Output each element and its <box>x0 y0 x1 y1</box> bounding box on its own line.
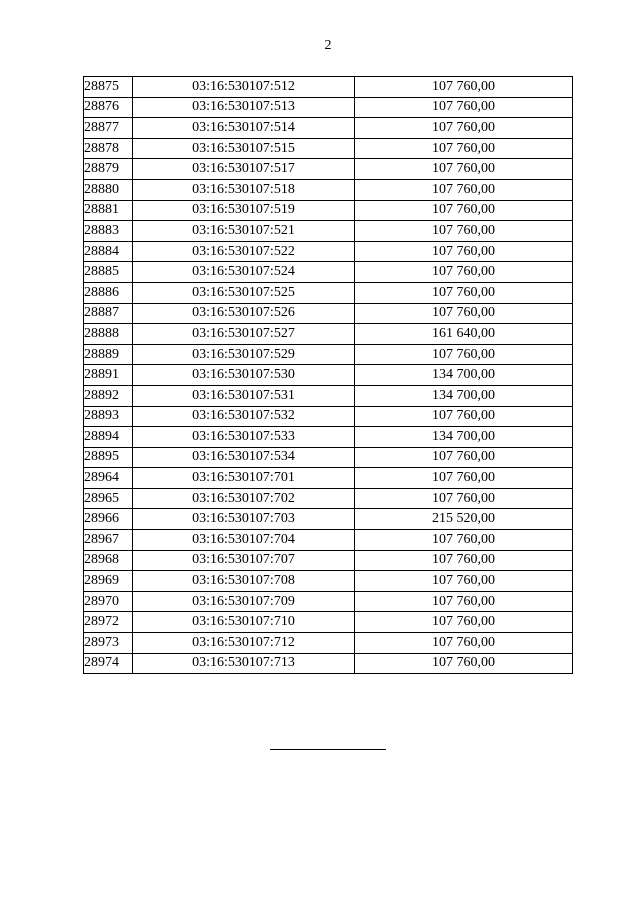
cadastral-value-cell: 107 760,00 <box>355 200 573 221</box>
cadastral-value-cell: 107 760,00 <box>355 591 573 612</box>
table-row <box>84 138 573 159</box>
cadastral-number-cell: 03:16:530107:522 <box>133 241 355 262</box>
cadastral-number-cell: 03:16:530107:530 <box>133 365 355 386</box>
row-number-cell: 28881 <box>84 200 133 221</box>
table-row <box>84 221 573 242</box>
cadastral-value-cell: 107 760,00 <box>355 179 573 200</box>
cadastral-value-cell: 134 700,00 <box>355 365 573 386</box>
cadastral-number-cell: 03:16:530107:515 <box>133 138 355 159</box>
table-row <box>84 571 573 592</box>
cadastral-number-cell: 03:16:530107:531 <box>133 385 355 406</box>
cadastral-value-cell: 107 760,00 <box>355 488 573 509</box>
row-number-cell: 28968 <box>84 550 133 571</box>
cadastral-value-cell: 107 760,00 <box>355 159 573 180</box>
table-row <box>84 344 573 365</box>
row-number-cell: 28970 <box>84 591 133 612</box>
row-number-cell: 28886 <box>84 282 133 303</box>
cadastral-value-cell: 107 760,00 <box>355 406 573 427</box>
end-of-document-line <box>270 749 386 750</box>
cadastral-number-cell: 03:16:530107:529 <box>133 344 355 365</box>
table-row <box>84 200 573 221</box>
row-number-cell: 28876 <box>84 97 133 118</box>
table-row <box>84 365 573 386</box>
row-number-cell: 28875 <box>84 77 133 98</box>
cadastral-value-cell: 107 760,00 <box>355 241 573 262</box>
cadastral-number-cell: 03:16:530107:527 <box>133 324 355 345</box>
cadastral-value-cell: 107 760,00 <box>355 468 573 489</box>
table-row <box>84 159 573 180</box>
cadastral-number-cell: 03:16:530107:526 <box>133 303 355 324</box>
cadastral-value-cell: 107 760,00 <box>355 612 573 633</box>
table-row <box>84 303 573 324</box>
cadastral-value-cell: 107 760,00 <box>355 550 573 571</box>
table-row <box>84 591 573 612</box>
cadastral-number-cell: 03:16:530107:701 <box>133 468 355 489</box>
cadastral-value-cell: 134 700,00 <box>355 385 573 406</box>
cadastral-number-cell: 03:16:530107:704 <box>133 530 355 551</box>
table-row <box>84 179 573 200</box>
row-number-cell: 28888 <box>84 324 133 345</box>
cadastral-number-cell: 03:16:530107:712 <box>133 633 355 654</box>
cadastral-value-cell: 161 640,00 <box>355 324 573 345</box>
cadastral-value-cell: 107 760,00 <box>355 221 573 242</box>
cadastral-value-cell: 107 760,00 <box>355 530 573 551</box>
cadastral-number-cell: 03:16:530107:525 <box>133 282 355 303</box>
cadastral-value-cell: 134 700,00 <box>355 427 573 448</box>
row-number-cell: 28895 <box>84 447 133 468</box>
cadastral-number-cell: 03:16:530107:521 <box>133 221 355 242</box>
table-row <box>84 406 573 427</box>
cadastral-value-cell: 215 520,00 <box>355 509 573 530</box>
table-row <box>84 427 573 448</box>
cadastral-number-cell: 03:16:530107:703 <box>133 509 355 530</box>
cadastral-number-cell: 03:16:530107:707 <box>133 550 355 571</box>
cadastral-number-cell: 03:16:530107:512 <box>133 77 355 98</box>
cadastral-number-cell: 03:16:530107:513 <box>133 97 355 118</box>
table-row <box>84 468 573 489</box>
cadastral-value-cell: 107 760,00 <box>355 118 573 139</box>
cadastral-number-cell: 03:16:530107:534 <box>133 447 355 468</box>
row-number-cell: 28973 <box>84 633 133 654</box>
table-row <box>84 612 573 633</box>
row-number-cell: 28892 <box>84 385 133 406</box>
cadastral-number-cell: 03:16:530107:517 <box>133 159 355 180</box>
cadastral-value-cell: 107 760,00 <box>355 633 573 654</box>
cadastral-value-cell: 107 760,00 <box>355 303 573 324</box>
table-row <box>84 488 573 509</box>
cadastral-value-cell: 107 760,00 <box>355 97 573 118</box>
table-row <box>84 97 573 118</box>
table-row <box>84 530 573 551</box>
row-number-cell: 28966 <box>84 509 133 530</box>
cadastral-number-cell: 03:16:530107:702 <box>133 488 355 509</box>
cadastral-value-cell: 107 760,00 <box>355 282 573 303</box>
table-row <box>84 447 573 468</box>
page-number: 2 <box>324 38 332 53</box>
row-number-cell: 28974 <box>84 653 133 674</box>
row-number-cell: 28893 <box>84 406 133 427</box>
cadastral-number-cell: 03:16:530107:709 <box>133 591 355 612</box>
cadastral-value-cell: 107 760,00 <box>355 262 573 283</box>
table-row <box>84 324 573 345</box>
row-number-cell: 28878 <box>84 138 133 159</box>
cadastral-value-cell: 107 760,00 <box>355 653 573 674</box>
row-number-cell: 28883 <box>84 221 133 242</box>
row-number-cell: 28884 <box>84 241 133 262</box>
cadastral-number-cell: 03:16:530107:524 <box>133 262 355 283</box>
row-number-cell: 28894 <box>84 427 133 448</box>
cadastral-value-table <box>83 76 573 674</box>
row-number-cell: 28889 <box>84 344 133 365</box>
cadastral-value-cell: 107 760,00 <box>355 138 573 159</box>
table-row <box>84 241 573 262</box>
cadastral-number-cell: 03:16:530107:519 <box>133 200 355 221</box>
cadastral-number-cell: 03:16:530107:708 <box>133 571 355 592</box>
table-row <box>84 118 573 139</box>
table-row <box>84 633 573 654</box>
cadastral-value-cell: 107 760,00 <box>355 571 573 592</box>
cadastral-number-cell: 03:16:530107:532 <box>133 406 355 427</box>
cadastral-number-cell: 03:16:530107:533 <box>133 427 355 448</box>
row-number-cell: 28879 <box>84 159 133 180</box>
row-number-cell: 28964 <box>84 468 133 489</box>
cadastral-value-cell: 107 760,00 <box>355 447 573 468</box>
table-row <box>84 385 573 406</box>
cadastral-value-cell: 107 760,00 <box>355 77 573 98</box>
table-row <box>84 77 573 98</box>
row-number-cell: 28891 <box>84 365 133 386</box>
row-number-cell: 28885 <box>84 262 133 283</box>
row-number-cell: 28967 <box>84 530 133 551</box>
row-number-cell: 28972 <box>84 612 133 633</box>
row-number-cell: 28887 <box>84 303 133 324</box>
cadastral-number-cell: 03:16:530107:514 <box>133 118 355 139</box>
table-row <box>84 509 573 530</box>
cadastral-number-cell: 03:16:530107:713 <box>133 653 355 674</box>
row-number-cell: 28965 <box>84 488 133 509</box>
table-row <box>84 262 573 283</box>
row-number-cell: 28880 <box>84 179 133 200</box>
table-body <box>84 77 573 674</box>
table-row <box>84 653 573 674</box>
cadastral-number-cell: 03:16:530107:518 <box>133 179 355 200</box>
row-number-cell: 28877 <box>84 118 133 139</box>
cadastral-number-cell: 03:16:530107:710 <box>133 612 355 633</box>
cadastral-value-cell: 107 760,00 <box>355 344 573 365</box>
table-row <box>84 550 573 571</box>
table-row <box>84 282 573 303</box>
row-number-cell: 28969 <box>84 571 133 592</box>
